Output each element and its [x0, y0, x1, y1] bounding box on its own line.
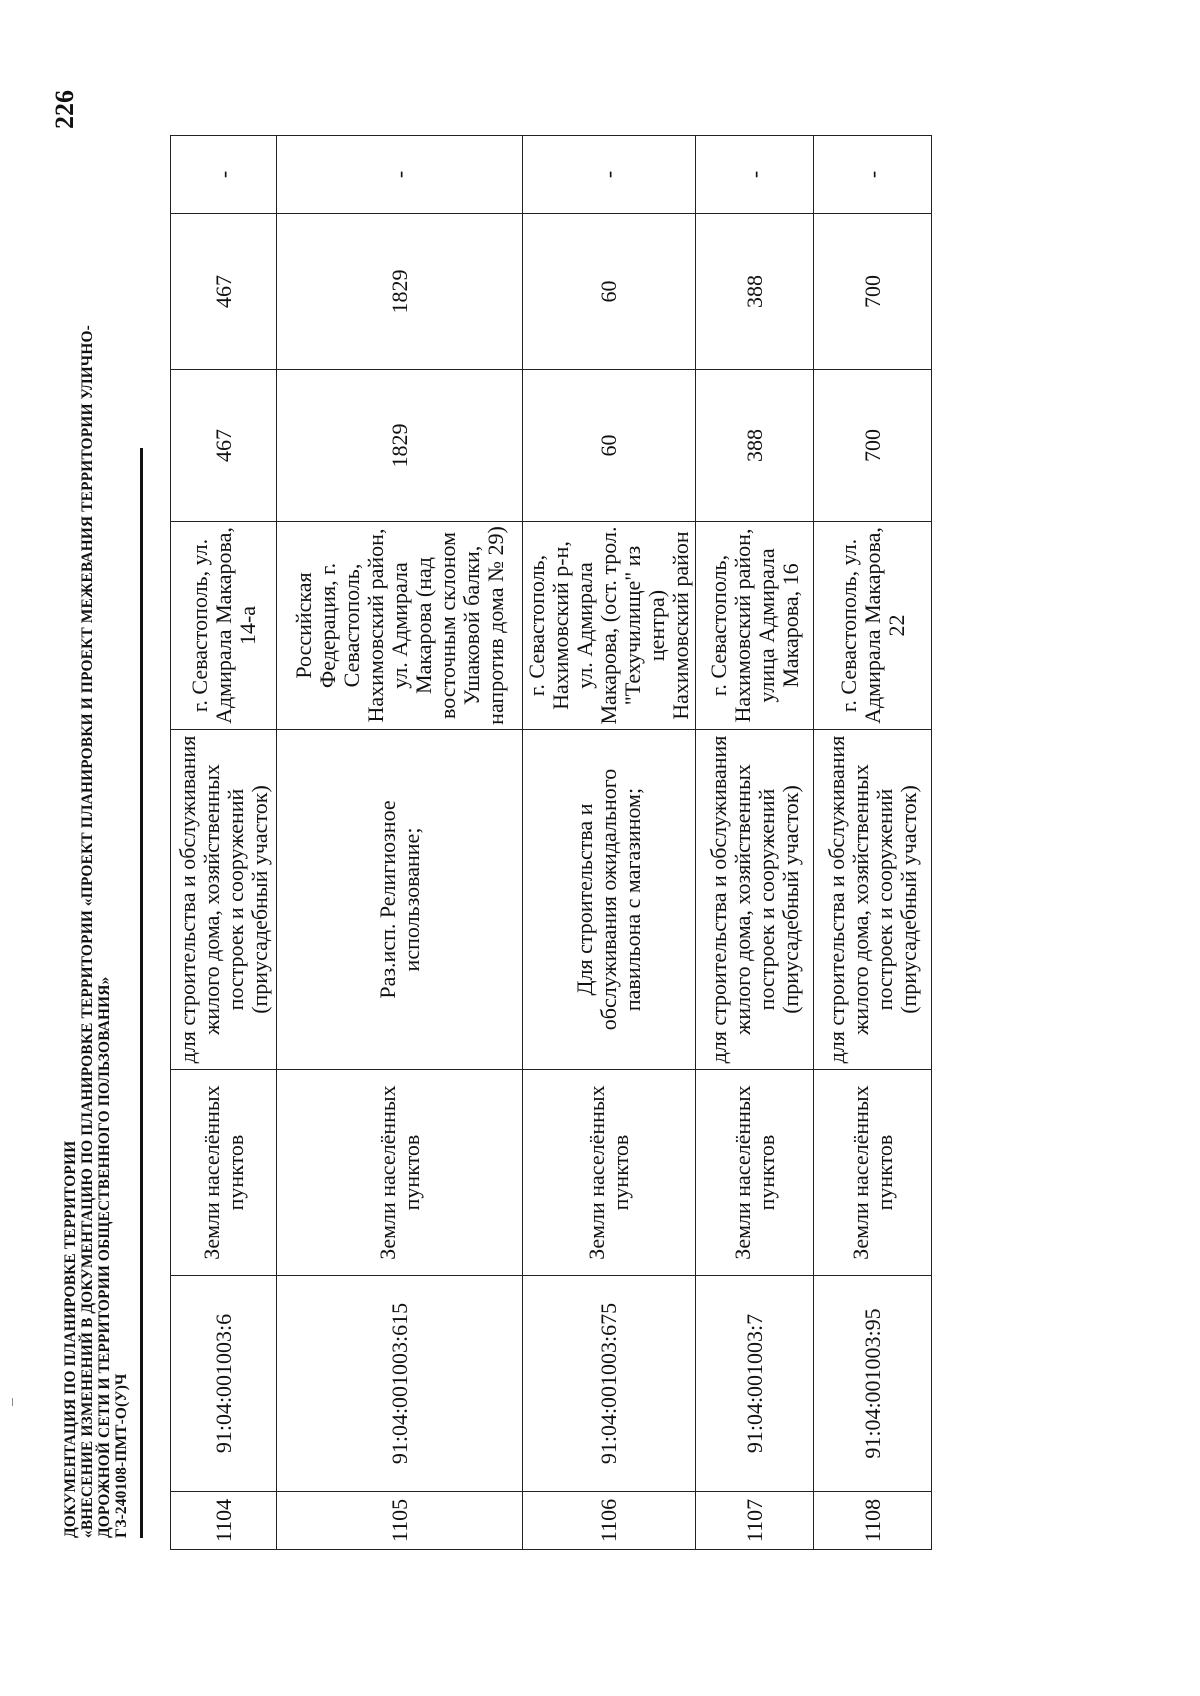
- address: г. Севастополь, ул. Адмирала Макарова, 14-а: [171, 522, 277, 730]
- cadastral-number: 91:04:001003:6: [171, 1276, 277, 1492]
- area-value: 60: [523, 214, 696, 370]
- row-number: 1106: [523, 1492, 696, 1550]
- address: г. Севастополь, Нахимовский район, улица Адмирала Макарова, 16: [696, 522, 814, 730]
- header-rule: [140, 448, 143, 1538]
- page-number: 226: [50, 90, 79, 129]
- note: -: [523, 136, 696, 214]
- land-category: Земли населённых пунктов: [171, 1070, 277, 1276]
- table-row: [814, 136, 932, 1550]
- area-value: 700: [814, 214, 932, 370]
- permitted-use: Раз.исп. Религиозное использование;: [277, 730, 523, 1070]
- land-parcels-table: [170, 136, 932, 1550]
- table-row: [277, 136, 523, 1550]
- permitted-use: для строительства и обслуживания жилого дома, хозяйственных построек и сооружений (приусадебный участок): [171, 730, 277, 1070]
- row-number: 1108: [814, 1492, 932, 1550]
- note: -: [814, 136, 932, 214]
- header-line-1: ДОКУМЕНТАЦИЯ ПО ПЛАНИРОВКЕ ТЕРРИТОРИИ: [62, 1140, 79, 1538]
- row-number: 1105: [277, 1492, 523, 1550]
- row-number: 1107: [696, 1492, 814, 1550]
- header-line-4: ГЗ-240108-ПМТ-О(У)Ч: [113, 1373, 130, 1538]
- permitted-use: для строительства и обслуживания жилого дома, хозяйственных построек и сооружений (приусадебный участок): [814, 730, 932, 1070]
- header-line-2: «ВНЕСЕНИЕ ИЗМЕНЕНИЙ В ДОКУМЕНТАЦИЮ ПО ПЛАНИРОВКЕ ТЕРРИТОРИИ «ПРОЕКТ ПЛАНИРОВКИ И ПРОЕКТ МЕЖЕВАНИЯ ТЕРРИТОРИИ УЛИЧНО-: [79, 325, 96, 1538]
- address: г. Севастополь, Нахимовский р-н, ул. Адмирала Макарова, (ост. трол. "Техучилище" из центра) Нахимовский район: [523, 522, 696, 730]
- area-value: 388: [696, 214, 814, 370]
- table-row: [523, 136, 696, 1550]
- area-value: 467: [171, 214, 277, 370]
- area-value: 60: [523, 370, 696, 522]
- address: Российская Федерация, г. Севастополь, Нахимовский район, ул. Адмирала Макарова (над восточным склоном Ушаковой балки, напротив дома № 29): [277, 522, 523, 730]
- area-value: 467: [171, 370, 277, 522]
- row-number: 1104: [171, 1492, 277, 1550]
- area-value: 388: [696, 370, 814, 522]
- table-row: [696, 136, 814, 1550]
- address: г. Севастополь, ул. Адмирала Макарова, 22: [814, 522, 932, 730]
- scan-artifact: [12, 1398, 13, 1406]
- header-line-3: ДОРОЖНОЙ СЕТИ И ТЕРРИТОРИИ ОБЩЕСТВЕННОГО ПОЛЬЗОВАНИЯ»: [96, 976, 113, 1538]
- cadastral-number: 91:04:001003:615: [277, 1276, 523, 1492]
- permitted-use: для строительства и обслуживания жилого дома, хозяйственных построек и сооружений (приусадебный участок): [696, 730, 814, 1070]
- note: -: [171, 136, 277, 214]
- land-category: Земли населённых пунктов: [814, 1070, 932, 1276]
- note: -: [696, 136, 814, 214]
- note: -: [277, 136, 523, 214]
- permitted-use: Для строительства и обслуживания ожидального павильона с магазином;: [523, 730, 696, 1070]
- area-value: 1829: [277, 370, 523, 522]
- cadastral-number: 91:04:001003:95: [814, 1276, 932, 1492]
- land-category: Земли населённых пунктов: [523, 1070, 696, 1276]
- area-value: 1829: [277, 214, 523, 370]
- area-value: 700: [814, 370, 932, 522]
- land-category: Земли населённых пунктов: [696, 1070, 814, 1276]
- table-row: [171, 136, 277, 1550]
- cadastral-number: 91:04:001003:675: [523, 1276, 696, 1492]
- cadastral-number: 91:04:001003:7: [696, 1276, 814, 1492]
- land-category: Земли населённых пунктов: [277, 1070, 523, 1276]
- document-header: [62, 238, 130, 1538]
